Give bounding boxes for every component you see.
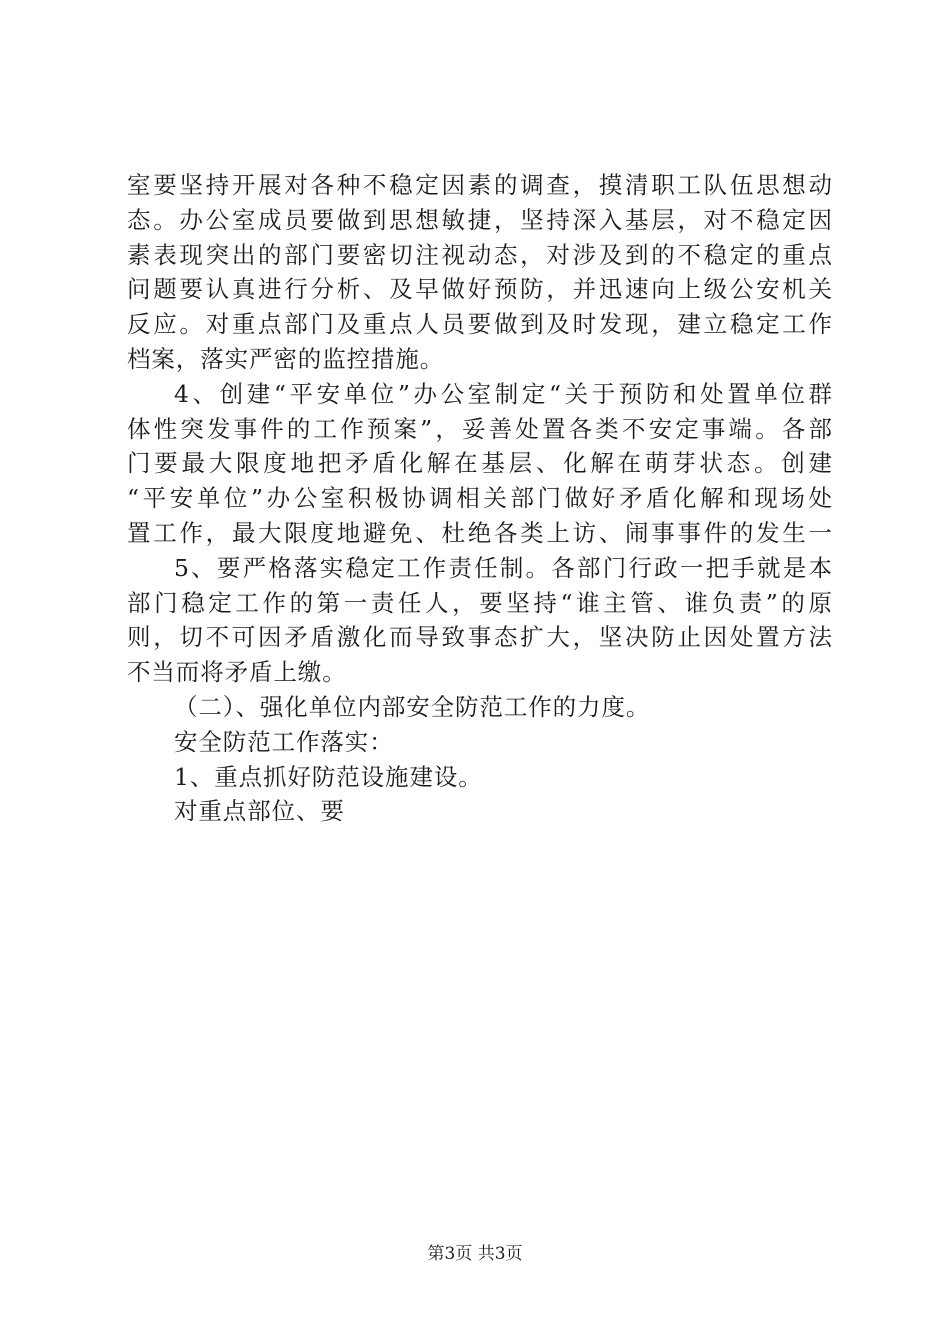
paragraph-start-line: 安全防范工作落实： [174,727,394,756]
section-heading: （二）、强化单位内部安全防范工作的力度。 [174,692,651,721]
text-line: 态。办公室成员要做到思想敏捷，坚持深入基层，对不稳定因 [127,205,832,234]
paragraph-start-line: 5、要严格落实稳定工作责任制。各部门行政一把手就是本 [174,553,832,582]
document-body [127,168,832,829]
text-line: 素表现突出的部门要密切注视动态，对涉及到的不稳定的重点 [127,240,832,269]
text-line: 则，切不可因矛盾激化而导致事态扩大，坚决防止因处置方法 [127,623,832,652]
page-number-footer: 第3页 共3页 [427,1244,523,1264]
text-line: 档案，落实严密的监控措施。 [127,344,445,373]
text-line: 体性突发事件的工作预案”，妥善处置各类不安定事端。各部 [127,414,832,443]
text-line: 问题要认真进行分析、及早做好预防，并迅速向上级公安机关 [127,275,832,304]
text-line: 不当而将矛盾上缴。 [127,658,347,687]
text-line: “平安单位”办公室积极协调相关部门做好矛盾化解和现场处 [127,484,832,513]
text-line: 室要坚持开展对各种不稳定因素的调查，摸清职工队伍思想动 [127,171,832,199]
paragraph-start-line: 1、重点抓好防范设施建设。 [174,762,483,791]
paragraph-start-line: 4、创建“平安单位”办公室制定“关于预防和处置单位群 [174,379,832,408]
text-line: 门要最大限度地把矛盾化解在基层、化解在萌芽状态。创建 [127,449,832,478]
text-line: 置工作，最大限度地避免、杜绝各类上访、闹事事件的发生一 [127,518,832,547]
text-line: 反应。对重点部门及重点人员要做到及时发现，建立稳定工作 [127,310,832,339]
text-line: 部门稳定工作的第一责任人，要坚持“谁主管、谁负责”的原 [127,588,832,617]
paragraph-start-line: 对重点部位、要 [174,797,345,826]
